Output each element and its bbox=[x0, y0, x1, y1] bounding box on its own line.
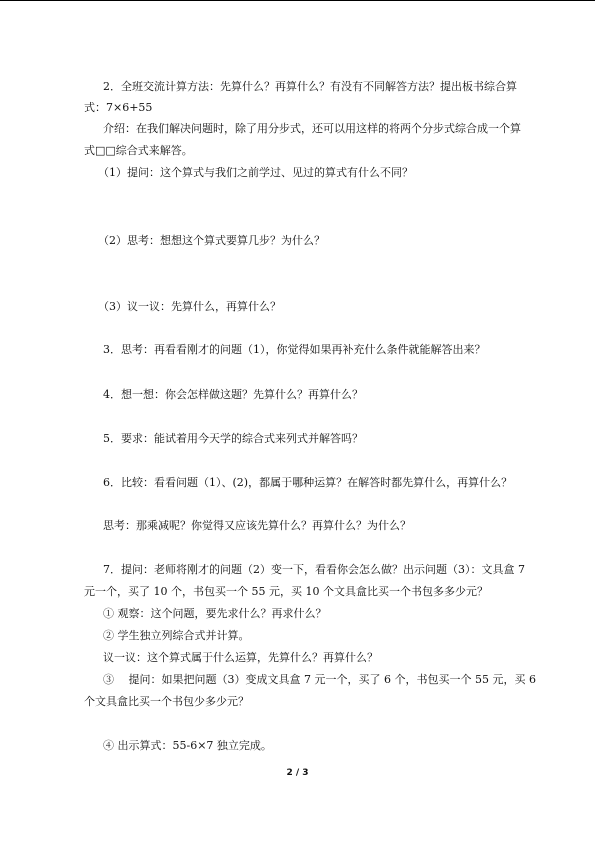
text-line: 式：7×6+55 bbox=[84, 101, 153, 114]
text-line: 议一议：这个算式属于什么运算，先算什么？再算什么？ bbox=[103, 651, 378, 664]
text-line: （1）提问：这个算式与我们之前学过、见过的算式有什么不同？ bbox=[98, 166, 413, 179]
text-line: ① 观察：这个问题，要先求什么？再求什么？ bbox=[103, 607, 327, 620]
text-line: 5．要求：能试着用今天学的综合式来列式并解答吗？ bbox=[103, 432, 363, 445]
text-line: ③ 提问：如果把问题（3）变成文具盒 7 元一个，买了 6 个，书包买一个 55 元，买 6 bbox=[103, 673, 536, 686]
text-line: 思考：那乘减呢？你觉得又应该先算什么？再算什么？为什么？ bbox=[103, 519, 411, 532]
text-line: （3）议一议：先算什么，再算什么？ bbox=[98, 300, 281, 313]
text-line: 个文具盒比买一个书包少多少元？ bbox=[84, 695, 249, 708]
text-line: ② 学生独立列综合式并计算。 bbox=[103, 629, 250, 642]
text-line: 介绍：在我们解决问题时，除了用分步式，还可以用这样的将两个分步式综合成一个算 bbox=[103, 122, 521, 135]
text-line: 式□□综合式来解答。 bbox=[84, 144, 193, 157]
page-number: 2 / 3 bbox=[286, 768, 309, 778]
text-line: ④ 出示算式：55-6×7 独立完成。 bbox=[103, 739, 272, 752]
header-rule bbox=[0, 0, 595, 1]
text-line: 7．提问：老师将刚才的问题（2）变一下，看看你会怎么做？出示问题（3）：文具盒 7 bbox=[103, 563, 525, 576]
text-line: 3．思考：再看看刚才的问题（1），你觉得如果再补充什么条件就能解答出来？ bbox=[103, 343, 486, 356]
text-line: 元一个，买了 10 个，书包买一个 55 元，买 10 个文具盒比买一个书包多多少元？ bbox=[84, 585, 488, 598]
text-line: 6．比较：看看问题（1）、(2)，都属于哪种运算？在解答时都先算什么，再算什么？ bbox=[103, 476, 513, 489]
text-line: （2）思考：想想这个算式要算几步？为什么？ bbox=[98, 234, 325, 247]
text-line: 4．想一想：你会怎样做这题？先算什么？再算什么？ bbox=[103, 388, 363, 401]
text-line: 2．全班交流计算方法：先算什么？再算什么？有没有不同解答方法？提出板书综合算 bbox=[103, 80, 517, 93]
